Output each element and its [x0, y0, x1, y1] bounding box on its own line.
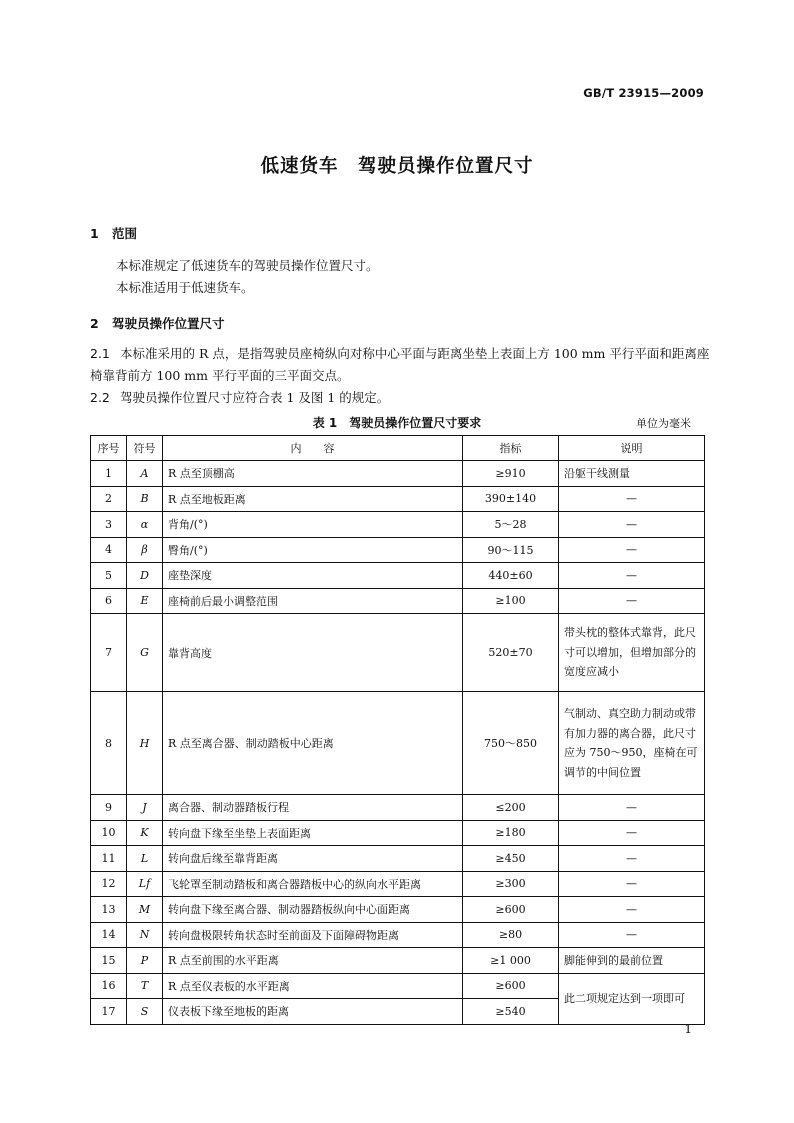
row-symbol: P — [127, 948, 163, 974]
row-content: R 点至顶棚高 — [163, 461, 463, 487]
row-content: 仪表板下缘至地板的距离 — [163, 999, 463, 1025]
row-indicator: ≥450 — [463, 846, 559, 872]
table-row — [91, 948, 705, 974]
scope-paragraph-1: 本标准规定了低速货车的驾驶员操作位置尺寸。 — [116, 258, 379, 273]
row-no: 15 — [91, 948, 127, 974]
dimension-table — [90, 435, 705, 1025]
row-indicator: ≥180 — [463, 820, 559, 846]
table-row — [91, 692, 705, 795]
row-no: 17 — [91, 999, 127, 1025]
clause-2-1 — [90, 343, 710, 387]
row-remark: — — [559, 871, 705, 897]
row-symbol: G — [127, 614, 163, 692]
row-indicator: ≥80 — [463, 922, 559, 948]
row-remark: 气制动、真空助力制动或带有加力器的离合器，此尺寸应为 750～950，座椅在可调节的中间位置 — [559, 692, 705, 795]
row-symbol: D — [127, 563, 163, 589]
row-no: 7 — [91, 614, 127, 692]
row-indicator: ≤200 — [463, 795, 559, 821]
table-row — [91, 537, 705, 563]
document-title: 低速货车 驾驶员操作位置尺寸 — [260, 156, 534, 177]
row-indicator: 90～115 — [463, 537, 559, 563]
row-no: 12 — [91, 871, 127, 897]
row-symbol: S — [127, 999, 163, 1025]
row-content: 转向盘下缘至坐垫上表面距离 — [163, 820, 463, 846]
clause-2-2-number: 2.2 — [90, 390, 110, 405]
table-row — [91, 846, 705, 872]
row-remark: — — [559, 795, 705, 821]
row-content: 离合器、制动器踏板行程 — [163, 795, 463, 821]
clause-2-1-text: 本标准采用的 R 点，是指驾驶员座椅纵向对称中心平面与距离坐垫上表面上方 100 mm 平行平面和距离座椅靠背前方 100 mm 平行平面的三平面交点。 — [90, 346, 710, 383]
table-caption: 表 1 驾驶员操作位置尺寸要求 — [312, 416, 482, 430]
section-2-heading — [90, 314, 225, 332]
row-remark: — — [559, 922, 705, 948]
table-row — [91, 563, 705, 589]
row-indicator: 750～850 — [463, 692, 559, 795]
row-symbol: Lf — [127, 871, 163, 897]
section-2-title: 驾驶员操作位置尺寸 — [112, 316, 225, 331]
table-row — [91, 922, 705, 948]
row-remark: — — [559, 897, 705, 923]
row-remark: — — [559, 486, 705, 512]
row-no: 16 — [91, 973, 127, 999]
page-number: 1 — [684, 1022, 692, 1036]
row-content: R 点至前围的水平距离 — [163, 948, 463, 974]
table-row — [91, 973, 705, 999]
row-content: 背角/(°) — [163, 512, 463, 538]
row-symbol: β — [127, 537, 163, 563]
row-content: 靠背高度 — [163, 614, 463, 692]
row-remark: — — [559, 588, 705, 614]
row-symbol: L — [127, 846, 163, 872]
table-row — [91, 486, 705, 512]
row-content: 座椅前后最小调整范围 — [163, 588, 463, 614]
row-no: 2 — [91, 486, 127, 512]
row-symbol: M — [127, 897, 163, 923]
row-indicator: 440±60 — [463, 563, 559, 589]
row-remark: — — [559, 820, 705, 846]
row-remark: — — [559, 537, 705, 563]
row-symbol: α — [127, 512, 163, 538]
row-indicator: ≥300 — [463, 871, 559, 897]
row-indicator: 390±140 — [463, 486, 559, 512]
row-symbol: T — [127, 973, 163, 999]
row-no: 14 — [91, 922, 127, 948]
row-content: R 点至离合器、制动踏板中心距离 — [163, 692, 463, 795]
row-symbol: N — [127, 922, 163, 948]
row-indicator: ≥1 000 — [463, 948, 559, 974]
row-remark: 沿躯干线测量 — [559, 461, 705, 487]
row-symbol: E — [127, 588, 163, 614]
table-row — [91, 588, 705, 614]
row-remark-merged: 此二项规定达到一项即可 — [559, 973, 705, 1024]
row-indicator: ≥600 — [463, 897, 559, 923]
row-remark: 脚能伸到的最前位置 — [559, 948, 705, 974]
table-row — [91, 795, 705, 821]
row-content: 飞轮罩至制动踏板和离合器踏板中心的纵向水平距离 — [163, 871, 463, 897]
clause-2-2 — [90, 387, 710, 409]
row-no: 3 — [91, 512, 127, 538]
header-no: 序号 — [91, 436, 127, 461]
header-content: 内 容 — [163, 436, 463, 461]
row-symbol: A — [127, 461, 163, 487]
row-no: 6 — [91, 588, 127, 614]
row-indicator: ≥600 — [463, 973, 559, 999]
row-indicator: ≥100 — [463, 588, 559, 614]
row-indicator: ≥540 — [463, 999, 559, 1025]
header-remark: 说明 — [559, 436, 705, 461]
table-row — [91, 897, 705, 923]
row-no: 8 — [91, 692, 127, 795]
table-row — [91, 614, 705, 692]
table-row — [91, 871, 705, 897]
row-no: 1 — [91, 461, 127, 487]
row-content: 转向盘下缘至离合器、制动器踏板纵向中心面距离 — [163, 897, 463, 923]
row-symbol: H — [127, 692, 163, 795]
row-indicator: 5～28 — [463, 512, 559, 538]
row-indicator: 520±70 — [463, 614, 559, 692]
header-symbol: 符号 — [127, 436, 163, 461]
clause-2-2-text: 驾驶员操作位置尺寸应符合表 1 及图 1 的规定。 — [120, 390, 390, 405]
row-no: 10 — [91, 820, 127, 846]
row-content: 臀角/(°) — [163, 537, 463, 563]
row-content: 转向盘后缘至靠背距离 — [163, 846, 463, 872]
row-content: 座垫深度 — [163, 563, 463, 589]
row-remark: 带头枕的整体式靠背，此尺寸可以增加，但增加部分的宽度应减小 — [559, 614, 705, 692]
section-1-number: 1 — [90, 226, 99, 241]
table-row — [91, 512, 705, 538]
unit-note: 单位为毫米 — [636, 417, 691, 430]
standard-code: GB/T 23915—2009 — [583, 86, 704, 100]
table-row — [91, 461, 705, 487]
row-content: R 点至仪表板的水平距离 — [163, 973, 463, 999]
row-content: 转向盘极限转角状态时至前面及下面障碍物距离 — [163, 922, 463, 948]
row-no: 4 — [91, 537, 127, 563]
row-symbol: K — [127, 820, 163, 846]
row-remark: — — [559, 846, 705, 872]
row-indicator: ≥910 — [463, 461, 559, 487]
scope-paragraph-2: 本标准适用于低速货车。 — [116, 280, 254, 295]
clause-2-1-number: 2.1 — [90, 346, 110, 361]
row-symbol: B — [127, 486, 163, 512]
header-indicator: 指标 — [463, 436, 559, 461]
row-no: 5 — [91, 563, 127, 589]
table-header-row — [91, 436, 705, 461]
row-no: 13 — [91, 897, 127, 923]
section-1-title: 范围 — [112, 226, 138, 241]
row-symbol: J — [127, 795, 163, 821]
row-no: 11 — [91, 846, 127, 872]
row-remark: — — [559, 512, 705, 538]
section-2-number: 2 — [90, 316, 99, 331]
row-no: 9 — [91, 795, 127, 821]
row-content: R 点至地板距离 — [163, 486, 463, 512]
table-row — [91, 820, 705, 846]
row-remark: — — [559, 563, 705, 589]
section-1-heading — [90, 224, 137, 242]
